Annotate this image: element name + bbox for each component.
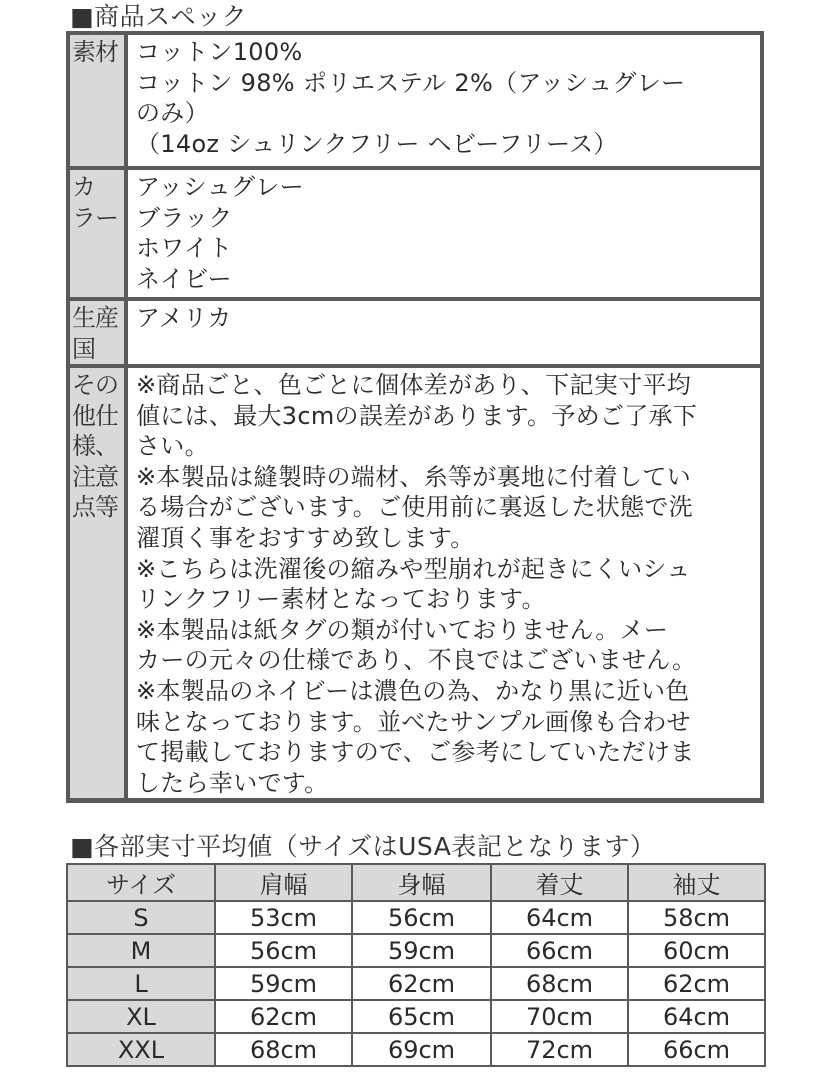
- spec-section-title: ■商品スペック: [70, 2, 248, 31]
- spec-value-color: [128, 170, 760, 297]
- spec-row-notes: [70, 364, 760, 798]
- spec-row-material: [70, 35, 760, 166]
- table-cell: 72cm: [491, 1033, 628, 1066]
- table-cell: 64cm: [491, 901, 628, 934]
- label-line: 注意: [72, 462, 118, 491]
- spec-value-origin: [128, 301, 760, 364]
- table-cell: 65cm: [352, 1000, 491, 1033]
- table-cell: 56cm: [352, 901, 491, 934]
- value-line: リンクフリー素材となっております。: [136, 585, 546, 614]
- value-line: ※本製品のネイビーは濃色の為、かなり黒に近い色: [136, 676, 690, 705]
- table-cell: 58cm: [628, 901, 765, 934]
- value-line: ネイビー: [136, 264, 232, 293]
- value-line: さい。: [136, 432, 209, 461]
- table-cell: 64cm: [628, 1000, 765, 1033]
- table-cell: 68cm: [215, 1033, 352, 1066]
- header-chest: 身幅: [352, 864, 491, 901]
- value-line: ※商品ごと、色ごとに個体差があり、下記実寸平均: [136, 371, 692, 399]
- label-line: 素材: [72, 38, 118, 66]
- table-cell: 62cm: [215, 1000, 352, 1033]
- table-cell: 70cm: [491, 1000, 628, 1033]
- value-line: コットン100%: [136, 38, 303, 66]
- size-table-header: [67, 864, 765, 901]
- label-line: 生産: [72, 304, 118, 332]
- label-line: 他仕: [72, 401, 118, 430]
- value-line: ブラック: [136, 203, 233, 232]
- header-length: 着丈: [491, 864, 628, 901]
- size-cell: XXL: [67, 1033, 215, 1066]
- size-cell: L: [67, 967, 215, 1000]
- value-line: ※本製品は縫製時の端材、糸等が裏地に付着してい: [136, 462, 692, 491]
- size-table: [66, 863, 766, 1067]
- value-line: ホワイト: [136, 234, 233, 263]
- spec-value-notes: [128, 368, 760, 798]
- spec-label-material: [70, 35, 128, 166]
- table-cell: 59cm: [352, 934, 491, 967]
- spec-table: [66, 31, 764, 803]
- table-cell: 59cm: [215, 967, 352, 1000]
- header-sleeve: 袖丈: [628, 864, 765, 901]
- value-line: ※こちらは洗濯後の縮みや型崩れが起きにくいシュ: [136, 554, 691, 583]
- value-line: のみ）: [136, 99, 209, 128]
- table-row: [67, 934, 765, 967]
- table-cell: 66cm: [628, 1033, 765, 1066]
- spec-value-material: [128, 35, 760, 166]
- table-row: [67, 1033, 765, 1066]
- table-row: [67, 901, 765, 934]
- table-cell: 56cm: [215, 934, 352, 967]
- size-cell: XL: [67, 1000, 215, 1033]
- table-cell: 60cm: [628, 934, 765, 967]
- value-line: 値には、最大3cmの誤差があります。予めご了承下: [136, 401, 698, 430]
- size-cell: M: [67, 934, 215, 967]
- size-cell: S: [67, 901, 215, 934]
- value-line: （14oz シュリンクフリー ヘビーフリース）: [136, 129, 618, 158]
- size-section-title: ■各部実寸平均値（サイズはUSA表記となります）: [70, 832, 656, 861]
- label-line: その: [72, 371, 118, 399]
- value-line: て掲載しておりますので、ご参考にしていただけま: [136, 738, 695, 767]
- value-line: る場合がございます。ご使用前に裏返した状態で洗: [136, 493, 693, 522]
- spec-row-color: [70, 166, 760, 297]
- value-line: コットン 98% ポリエステル 2%（アッシュグレー: [136, 68, 686, 97]
- spec-label-notes: [70, 368, 128, 798]
- label-line: カ: [72, 173, 95, 201]
- header-shoulder: 肩幅: [215, 864, 352, 901]
- spec-label-origin: [70, 301, 128, 364]
- value-line: カーの元々の仕様であり、不良ではございません。: [136, 646, 697, 675]
- value-line: 味となっております。並べたサンプル画像も合わせ: [136, 707, 691, 736]
- value-line: したら幸いです。: [136, 768, 329, 797]
- table-cell: 53cm: [215, 901, 352, 934]
- table-row: [67, 1000, 765, 1033]
- value-line: アッシュグレー: [136, 173, 304, 201]
- value-line: ※本製品は紙タグの類が付いておりません。メー: [136, 615, 669, 644]
- table-cell: 69cm: [352, 1033, 491, 1066]
- table-cell: 62cm: [352, 967, 491, 1000]
- label-line: ラー: [72, 203, 118, 232]
- label-line: 様、: [72, 432, 118, 460]
- value-line: アメリカ: [136, 304, 232, 332]
- header-size: サイズ: [67, 864, 215, 901]
- table-cell: 62cm: [628, 967, 765, 1000]
- table-cell: 68cm: [491, 967, 628, 1000]
- table-row: [67, 967, 765, 1000]
- table-cell: 66cm: [491, 934, 628, 967]
- label-line: 国: [72, 334, 95, 363]
- value-line: 濯頂く事をおすすめ致します。: [136, 523, 475, 552]
- spec-label-color: [70, 170, 128, 297]
- label-line: 点等: [72, 493, 118, 521]
- spec-row-origin: [70, 297, 760, 364]
